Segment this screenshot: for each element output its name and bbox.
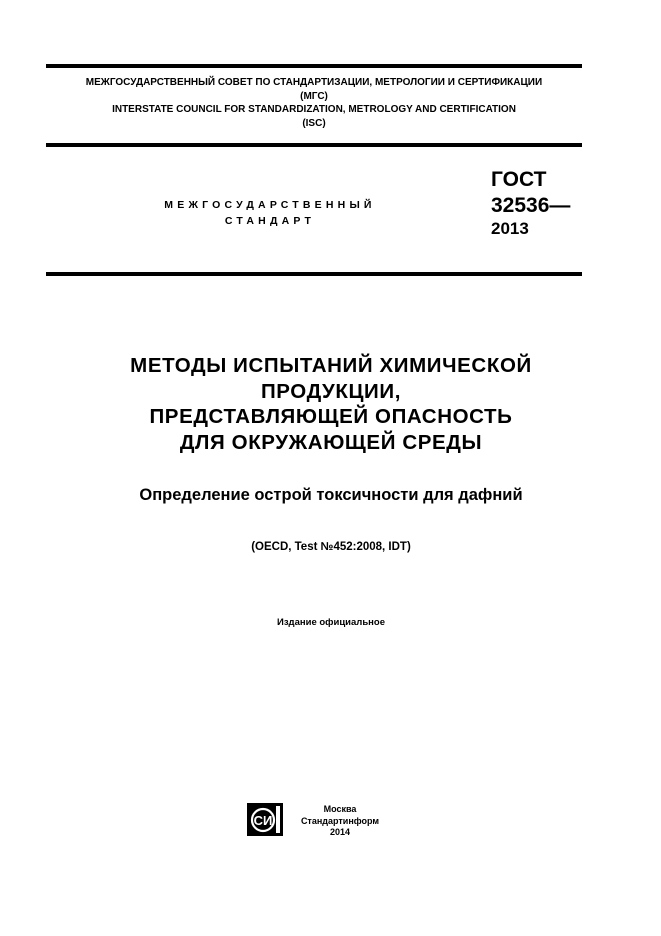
gost-year: 2013 <box>491 219 529 238</box>
oecd-reference: (OECD, Test №452:2008, IDT) <box>251 541 411 553</box>
standard-type <box>120 197 420 229</box>
lower-rule <box>46 272 582 276</box>
title-line1: МЕТОДЫ ИСПЫТАНИЙ ХИМИЧЕСКОЙ <box>130 354 532 377</box>
council-name-en: INTERSTATE COUNCIL FOR STANDARDIZATION, METROLOGY AND CERTIFICATION <box>112 104 516 115</box>
publisher-name: Стандартинформ <box>300 815 380 826</box>
document-subtitle: Определение острой токсичности для дафний <box>139 486 523 504</box>
document-title <box>46 353 616 455</box>
publisher-year: 2014 <box>329 827 351 837</box>
council-name-ru: МЕЖГОСУДАРСТВЕННЫЙ СОВЕТ ПО СТАНДАРТИЗАЦИИ, МЕТРОЛОГИИ И СЕРТИФИКАЦИИ <box>85 77 543 88</box>
middle-rule <box>46 143 582 147</box>
gost-number: 32536— <box>491 194 571 217</box>
gost-label: ГОСТ <box>491 168 547 191</box>
title-line2: ПРОДУКЦИИ, <box>260 379 402 403</box>
top-rule <box>46 64 582 68</box>
standard-type-line1: МЕЖГОСУДАРСТВЕННЫЙ <box>164 199 376 211</box>
svg-text:СИ: СИ <box>253 813 273 828</box>
title-line4: ДЛЯ ОКРУЖАЮЩЕЙ СРЕДЫ <box>179 430 483 454</box>
council-abbr-en: (ISC) <box>302 117 326 129</box>
edition-note: Издание официальное <box>277 617 385 628</box>
gost-designation <box>491 167 570 239</box>
publisher-city: Москва <box>323 804 357 814</box>
standartinform-logo-icon <box>247 803 283 836</box>
council-header <box>46 76 582 130</box>
standard-type-line2: СТАНДАРТ <box>224 215 316 227</box>
publisher-block <box>293 804 387 839</box>
title-line3: ПРЕДСТАВЛЯЮЩЕЙ ОПАСНОСТЬ <box>149 405 513 428</box>
council-abbr-ru: (МГС) <box>300 90 328 102</box>
